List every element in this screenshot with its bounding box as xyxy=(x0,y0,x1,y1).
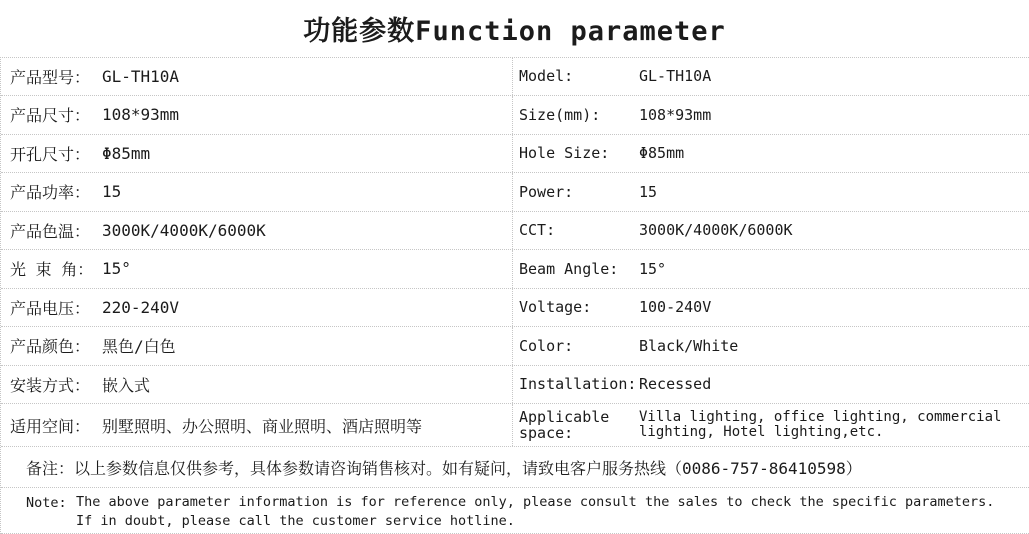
param-label-cn: 产品色温： xyxy=(10,221,91,241)
table-row-beam-angle xyxy=(1,250,1029,289)
param-label-cn: 产品型号： xyxy=(10,67,91,87)
table-row-model xyxy=(1,58,1029,97)
note-row-en xyxy=(1,488,1029,534)
cell-en xyxy=(513,212,1029,250)
note-text-en-line1: The above parameter information is for reference only, please consult the sales to check the specific parameters. xyxy=(76,494,995,510)
parameter-table xyxy=(0,57,1029,534)
cell-cn xyxy=(1,96,513,134)
param-value-en: Black/White xyxy=(639,336,739,355)
param-value-en: GL-TH10A xyxy=(639,67,712,86)
param-value-cn: 3000K/4000K/6000K xyxy=(102,220,266,240)
param-label-cn: 产品尺寸： xyxy=(10,106,91,126)
note-label-cn: 备注： xyxy=(26,458,75,478)
param-value-cn: 黑色/白色 xyxy=(102,337,176,357)
cell-en xyxy=(513,366,1029,404)
cell-en xyxy=(513,96,1029,134)
param-label-en: Size(mm): xyxy=(519,105,601,124)
param-value-cn: Φ85mm xyxy=(102,143,151,163)
table-row-cct xyxy=(1,212,1029,251)
note-text-en-line2: If in doubt, please call the customer service hotline. xyxy=(76,513,515,529)
param-value-cn: 别墅照明、办公照明、商业照明、酒店照明等 xyxy=(102,416,423,436)
param-label-en: Beam Angle: xyxy=(519,259,619,278)
cell-en xyxy=(513,327,1029,365)
note-text-en xyxy=(76,488,1029,531)
param-value-en: 3000K/4000K/6000K xyxy=(639,221,793,240)
cell-en xyxy=(513,404,1029,446)
param-label-en: Voltage: xyxy=(519,298,592,317)
title-bar xyxy=(0,0,1029,57)
param-label-en: Color: xyxy=(519,336,574,355)
param-value-cn: GL-TH10A xyxy=(102,66,180,86)
param-value-cn: 15° xyxy=(102,259,131,279)
param-label-en: Power: xyxy=(519,182,574,201)
cell-cn xyxy=(1,173,513,211)
param-label-en: Hole Size: xyxy=(519,144,610,163)
param-value-en: Φ85mm xyxy=(639,144,685,163)
cell-en xyxy=(513,250,1029,288)
table-row-voltage xyxy=(1,289,1029,328)
param-value-en: 15 xyxy=(639,182,658,201)
table-row-color xyxy=(1,327,1029,366)
param-label-en: Model: xyxy=(519,67,574,86)
cell-cn xyxy=(1,366,513,404)
cell-cn xyxy=(1,289,513,327)
cell-cn xyxy=(1,135,513,173)
cell-cn xyxy=(1,404,513,446)
table-row-applicable-space xyxy=(1,404,1029,447)
param-value-en: 108*93mm xyxy=(639,105,712,124)
param-label-cn: 产品电压： xyxy=(10,298,91,318)
param-label-cn: 光 束 角： xyxy=(10,260,94,280)
param-label-en: CCT: xyxy=(519,221,556,240)
param-label-cn: 安装方式： xyxy=(10,375,91,395)
param-label-cn: 产品颜色： xyxy=(10,337,91,357)
param-value-en: 100-240V xyxy=(639,298,712,317)
note-text-cn: 以上参数信息仅供参考，具体参数请咨询销售核对。如有疑问，请致电客户服务热线（0086-757-86410598） xyxy=(74,458,862,478)
cell-en xyxy=(513,58,1029,96)
param-value-cn: 108*93mm xyxy=(102,105,180,125)
page-title: 功能参数Function parameter xyxy=(303,15,726,47)
note-label-en: Note: xyxy=(26,495,67,511)
table-row-hole-size xyxy=(1,135,1029,174)
cell-en xyxy=(513,289,1029,327)
param-value-en: 15° xyxy=(639,259,667,278)
cell-cn xyxy=(1,58,513,96)
param-label-cn: 产品功率： xyxy=(10,183,91,203)
param-value-en: Villa lighting, office lighting, commercial lighting, Hotel lighting,etc. xyxy=(639,409,1002,440)
param-value-en: Recessed xyxy=(639,375,712,394)
param-label-cn: 适用空间： xyxy=(10,416,91,436)
table-row-size xyxy=(1,96,1029,135)
cell-cn xyxy=(1,212,513,250)
param-value-cn: 嵌入式 xyxy=(102,375,151,395)
note-row-cn xyxy=(1,447,1029,488)
cell-cn xyxy=(1,250,513,288)
cell-cn xyxy=(1,327,513,365)
param-label-en: Applicable space: xyxy=(519,408,610,442)
param-value-cn: 15 xyxy=(102,182,122,202)
table-row-power xyxy=(1,173,1029,212)
param-label-cn: 开孔尺寸： xyxy=(10,144,91,164)
param-label-en: Installation: xyxy=(519,375,637,394)
cell-en xyxy=(513,173,1029,211)
param-value-cn: 220-240V xyxy=(102,297,180,317)
table-row-installation xyxy=(1,366,1029,405)
cell-en xyxy=(513,135,1029,173)
